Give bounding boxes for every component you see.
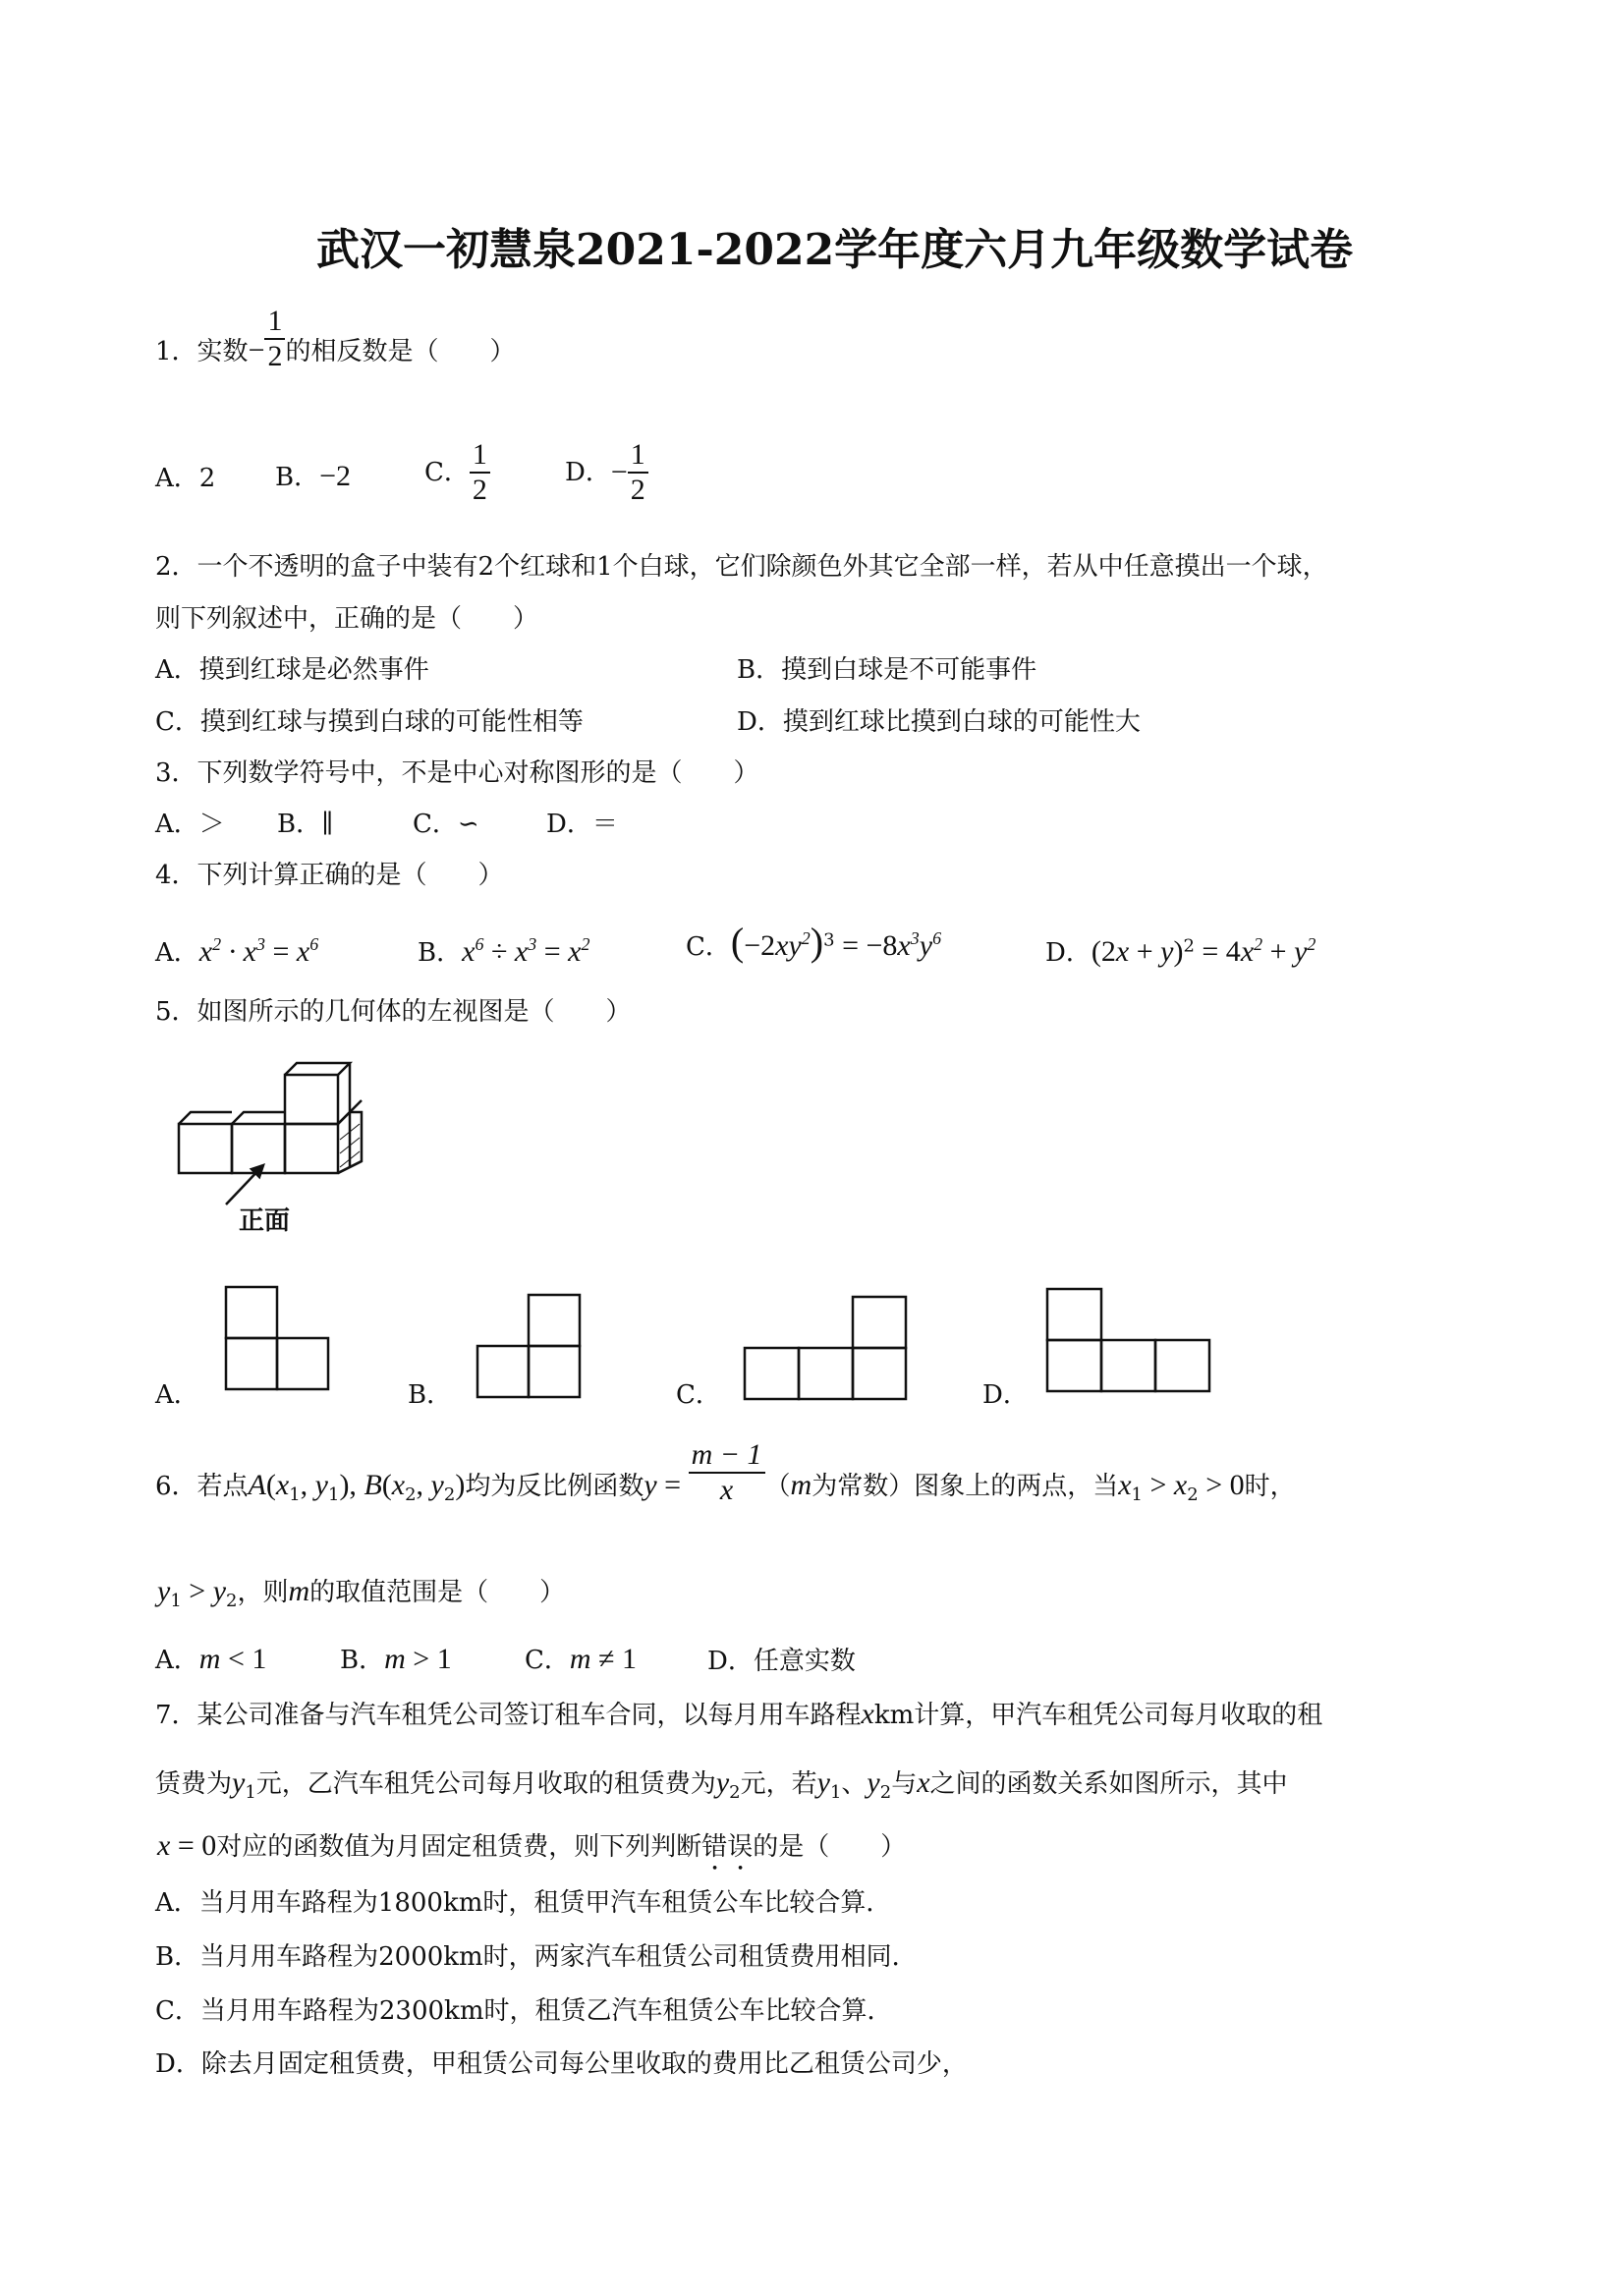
q6-line1: 6．若点$A(x_1$, $y_1$), $B(x_2$, $y_2$)均为反比例函数y = $\frac{m - 1}{x}$ （m为常数）图象上的两点，当$x_1 > x_2 > 0$时， xyxy=(155,1438,1296,1506)
q1-stem xyxy=(155,305,516,373)
q6-option-b: B．m > 1 xyxy=(340,1643,452,1675)
q1-option-b: B．−2 xyxy=(275,460,352,492)
q5-option-b-label: B． xyxy=(408,1380,453,1410)
q7-option-a: A．当月用车路程为1800km时，租赁甲汽车租赁公车比较合算． xyxy=(155,1888,892,1918)
q3-option-b: B．∥ xyxy=(277,810,334,839)
q4-stem: 4．下列计算正确的是（ ） xyxy=(155,861,504,890)
q1-option-c: C． $\frac{1}{2}$ xyxy=(424,438,490,507)
q6-fraction: $\frac{m - 1}{x}$ xyxy=(689,1438,765,1507)
q7-line2: 赁费为$y_1$元，乙汽车租凭公司每月收取的租赁费为$y_2$元，若$y_1$、$y_2$与x之间的函数关系如图所示，其中 xyxy=(155,1766,1288,1804)
q3-option-a: A．＞ xyxy=(155,810,225,839)
q5-option-c-figure xyxy=(743,1295,910,1401)
q5-front-label: 正面 xyxy=(239,1206,291,1236)
q5-option-c-label: C． xyxy=(676,1380,721,1410)
q1-post: 的相反数是（ ） xyxy=(285,337,516,366)
q6-option-d: D．任意实数 xyxy=(707,1647,856,1676)
q5-option-a-figure xyxy=(224,1285,334,1393)
q4-option-b: B．$x^6 \div x^3 = x^2$ xyxy=(418,934,590,968)
q3-option-d: D．＝ xyxy=(546,810,618,839)
q5-option-d-label: D． xyxy=(982,1380,1029,1410)
q7-option-c: C．当月用车路程为2300km时，租赁乙汽车租赁公车比较合算． xyxy=(155,1996,893,2026)
q2-line2: 则下列叙述中，正确的是（ ） xyxy=(155,604,539,634)
q7-line3: x = 0对应的函数值为月固定租赁费，则下列判断错误的是（ ） xyxy=(157,1829,907,1862)
q4-option-a: A．$x^2 \cdot x^3 = x^6$ xyxy=(155,934,319,968)
q5-option-a-label: A． xyxy=(155,1380,199,1410)
q4-option-d: D．$(2x + y)^2 = 4x^2 + y^2$ xyxy=(1045,934,1316,968)
q5-option-d-figure xyxy=(1045,1287,1212,1393)
q7-option-d: D．除去月固定租赁费，甲租赁公司每公里收取的费用比乙租赁公司少， xyxy=(155,2049,968,2079)
q1-option-a: A．2 xyxy=(155,464,216,493)
q6-line2: $y_1 > y_2$，则m的取值范围是（ ） xyxy=(157,1575,566,1612)
page-title: 武汉一初慧泉2021-2022学年度六月九年级数学试卷 xyxy=(316,225,1354,275)
q2-option-a: A．摸到红球是必然事件 xyxy=(155,655,429,685)
q1-fraction: $\frac{1}{2}$ xyxy=(264,305,285,373)
q6-option-c: C．m ≠ 1 xyxy=(525,1643,638,1675)
q1-option-d: D．− $\frac{1}{2}$ xyxy=(565,438,648,507)
q2-option-c: C．摸到红球与摸到白球的可能性相等 xyxy=(155,707,584,737)
q6-option-a: A．m < 1 xyxy=(155,1643,267,1675)
q2-line1: 2．一个不透明的盒子中装有2个红球和1个白球，它们除颜色外其它全部一样，若从中任意摸出一个球， xyxy=(155,552,1328,582)
q7-emphasis-wrong: 错误 xyxy=(701,1832,754,1862)
q1-pre: 实数 xyxy=(196,337,249,366)
q2-option-d: D．摸到红球比摸到白球的可能性大 xyxy=(737,707,1141,737)
q2-option-b: B．摸到白球是不可能事件 xyxy=(737,655,1037,685)
q3-option-c: C．∽ xyxy=(413,810,479,839)
q1-neg: − xyxy=(248,334,265,366)
q5-stem: 5．如图所示的几何体的左视图是（ ） xyxy=(155,997,632,1027)
q7-line1: 7．某公司准备与汽车租凭公司签订租车合同，以每月用车路程xkm计算，甲汽车租凭公司每月收取的租 xyxy=(155,1698,1323,1730)
q5-option-b-figure xyxy=(476,1293,586,1401)
q3-stem: 3．下列数学符号中，不是中心对称图形的是（ ） xyxy=(155,758,759,788)
q7-option-b: B．当月用车路程为2000km时，两家汽车租赁公司租赁费用相同． xyxy=(155,1942,918,1972)
q1-number: 1． xyxy=(155,337,197,366)
q4-option-c: C．$(-2xy^2)^3 = -8x^3y^6$ xyxy=(686,920,942,964)
